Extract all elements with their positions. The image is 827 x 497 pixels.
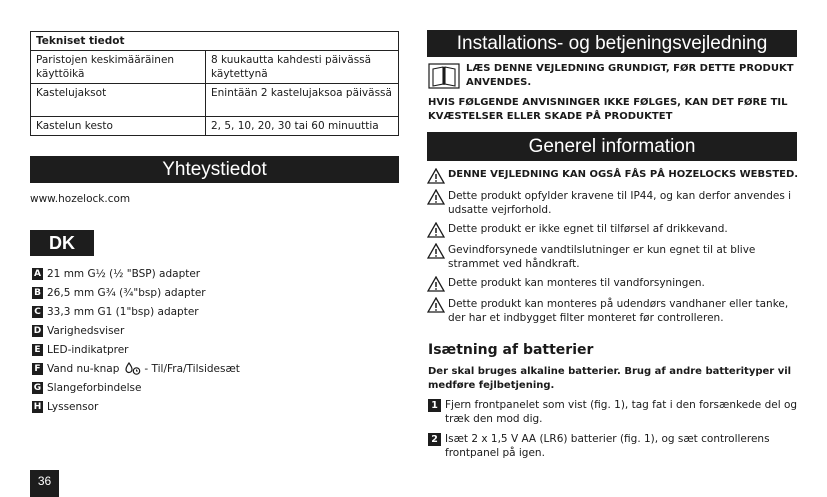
table-row	[31, 117, 399, 136]
batteries-intro: Der skal bruges alkaline batterier. Brug af andre batterityper vil medføre fejlbetjening.	[428, 366, 792, 391]
list-item	[427, 276, 799, 292]
step-text: Isæt 2 x 1,5 V AA (LR6) batterier (fig. 1), og sæt controllerens frontpanel på igen.	[445, 433, 770, 459]
spec-value: Enintään 2 kastelujaksoa päivässä	[206, 84, 399, 117]
part-letter: C	[32, 306, 43, 318]
list-item	[427, 297, 799, 325]
list-item	[32, 264, 240, 283]
part-letter: B	[32, 287, 43, 299]
warning-text: Dette produkt kan monteres på udendørs vandhaner eller tanke, der har et indbygget filter monteret før controlleren.	[448, 298, 789, 324]
list-item	[427, 222, 799, 238]
batteries-heading: Isætning af batterier	[428, 342, 594, 358]
warning-text: Dette produkt kan monteres til vandforsyningen.	[448, 277, 705, 289]
part-text: 21 mm G½ (½ "BSP) adapter	[47, 267, 201, 280]
read-manual-icon	[428, 63, 460, 89]
list-item	[32, 340, 240, 359]
part-text: Vand nu-knap	[47, 362, 120, 375]
spec-value: 2, 5, 10, 20, 30 tai 60 minuuttia	[206, 117, 399, 136]
part-text: 26,5 mm G¾ (¾"bsp) adapter	[47, 286, 206, 299]
part-letter: G	[33, 382, 42, 393]
warning-icon	[427, 297, 445, 313]
part-text: 33,3 mm G1 (1"bsp) adapter	[47, 305, 199, 318]
read-first-notice: LÆS DENNE VEJLEDNING GRUNDIGT, FØR DETTE PRODUKT ANVENDES.	[466, 63, 794, 88]
warning-text: Gevindforsynede vandtilslutninger er kun egnet til at blive strammet ved håndkraft.	[448, 244, 756, 270]
spec-table	[30, 31, 399, 136]
list-item	[32, 321, 240, 340]
list-item	[427, 168, 799, 184]
step-text: Fjern frontpanelet som vist (fig. 1), tag fat i den forsænkede del og træk den mod dig.	[445, 399, 798, 425]
list-item	[32, 283, 240, 302]
part-text: LED-indikatprer	[47, 343, 129, 356]
spec-value: 8 kuukautta kahdesti päivässä käytettynä	[206, 51, 399, 84]
contact-heading: Yhteystiedot	[30, 156, 399, 183]
spec-label: Paristojen keskimääräinen käyttöikä	[31, 51, 206, 84]
install-heading: Installations- og betjeningsvejledning	[427, 30, 797, 57]
table-row	[31, 84, 399, 117]
list-item	[32, 378, 240, 397]
list-item	[32, 302, 240, 321]
part-letter: H	[33, 401, 42, 412]
warning-icon	[427, 276, 445, 292]
list-item	[427, 189, 799, 217]
part-text: Slangeforbindelse	[47, 381, 142, 394]
warning-icon	[427, 189, 445, 205]
warning-icon	[427, 243, 445, 259]
warning-icon	[427, 222, 445, 238]
water-drop-timer-icon	[125, 362, 141, 376]
table-row	[31, 51, 399, 84]
language-badge: DK	[30, 230, 94, 256]
part-letter: A	[32, 268, 43, 280]
warning-text: DENNE VEJLEDNING KAN OGSÅ FÅS PÅ HOZELOCKS WEBSTED.	[448, 169, 799, 180]
part-text: Lyssensor	[47, 400, 99, 413]
list-item	[428, 432, 798, 460]
warning-icon	[427, 168, 445, 184]
list-item	[32, 397, 240, 416]
page-number: 36	[30, 470, 59, 497]
step-number: 2	[428, 433, 441, 446]
general-heading: Generel information	[427, 132, 797, 161]
warning-text: Dette produkt opfylder kravene til IP44, og kan derfor anvendes i udsatte vejrforhold.	[448, 190, 792, 216]
warnings-list	[427, 168, 799, 330]
list-item	[32, 359, 240, 378]
part-text-suffix: - Til/Fra/Tilsidesæt	[144, 362, 240, 375]
step-number: 1	[428, 399, 441, 412]
list-item	[428, 398, 798, 426]
steps-list	[428, 398, 798, 466]
part-letter: F	[32, 363, 43, 375]
spec-table-header: Tekniset tiedot	[31, 32, 399, 51]
list-item	[427, 243, 799, 271]
warning-caps-notice: HVIS FØLGENDE ANVISNINGER IKKE FØLGES, KAN DET FØRE TIL KVÆSTELSER ELLER SKADE PÅ PRODUKTET	[428, 97, 788, 122]
spec-label: Kastelun kesto	[31, 117, 206, 136]
parts-list	[32, 264, 240, 416]
warning-text: Dette produkt er ikke egnet til tilførsel af drikkevand.	[448, 223, 728, 235]
part-text: Varighedsviser	[47, 324, 125, 337]
spec-label: Kastelujaksot	[31, 84, 206, 117]
part-letter: E	[32, 344, 43, 356]
website-link[interactable]: www.hozelock.com	[30, 193, 131, 205]
part-letter: D	[33, 325, 42, 336]
